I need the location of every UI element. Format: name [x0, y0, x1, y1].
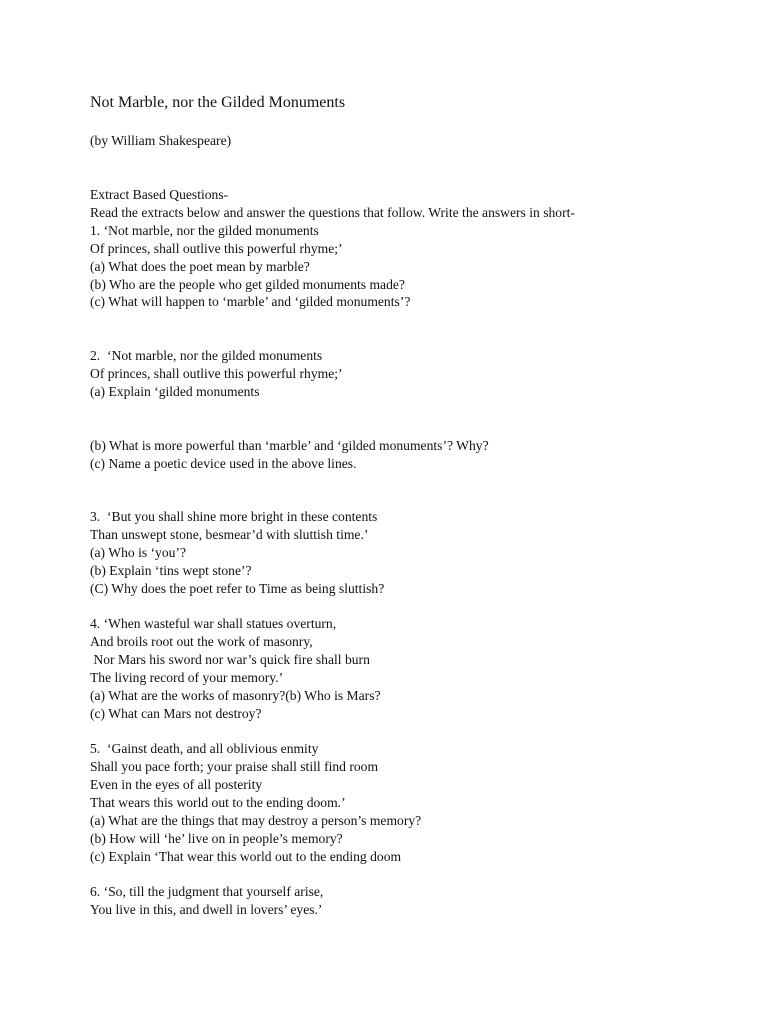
q3-extract-line-2: Than unswept stone, besmear’d with sluttish time.’ — [90, 527, 369, 542]
q1-question-b: (b) Who are the people who get gilded monuments made? — [90, 277, 405, 292]
q3-question-b: (b) Explain ‘tins wept stone’? — [90, 563, 252, 578]
q2-question-a: (a) Explain ‘gilded monuments — [90, 384, 260, 399]
section-heading: Extract Based Questions- — [90, 187, 229, 202]
q1-extract-line-1: 1. ‘Not marble, nor the gilded monuments — [90, 223, 319, 238]
q5-question-a: (a) What are the things that may destroy a person’s memory? — [90, 813, 422, 828]
author-line: (by William Shakespeare) — [90, 133, 232, 148]
q2-question-c: (c) Name a poetic device used in the above lines. — [90, 456, 357, 471]
q5-extract-line-2: Shall you pace forth; your praise shall still find room — [90, 759, 379, 774]
q2-extract-line-2: Of princes, shall outlive this powerful rhyme;’ — [90, 366, 343, 381]
q5-extract-line-4: That wears this world out to the ending doom.’ — [90, 795, 346, 810]
q6-extract-line-2: You live in this, and dwell in lovers’ eyes.’ — [90, 902, 323, 917]
q1-question-a: (a) What does the poet mean by marble? — [90, 259, 310, 274]
document-page — [90, 0, 750, 1024]
q5-question-c: (c) Explain ‘That wear this world out to the ending doom — [90, 849, 402, 864]
instructions: Read the extracts below and answer the questions that follow. Write the answers in short- — [90, 205, 575, 220]
q3-question-c: (C) Why does the poet refer to Time as being sluttish? — [90, 581, 385, 596]
q1-question-c: (c) What will happen to ‘marble’ and ‘gilded monuments’? — [90, 294, 411, 309]
q2-question-b: (b) What is more powerful than ‘marble’ and ‘gilded monuments’? Why? — [90, 438, 489, 453]
q5-extract-line-3: Even in the eyes of all posterity — [90, 777, 263, 792]
q4-extract-line-2: And broils root out the work of masonry, — [90, 634, 313, 649]
q1-extract-line-2: Of princes, shall outlive this powerful rhyme;’ — [90, 241, 343, 256]
q4-question-a-b: (a) What are the works of masonry?(b) Who is Mars? — [90, 688, 381, 703]
q2-extract-line-1: 2. ‘Not marble, nor the gilded monuments — [90, 348, 323, 363]
q3-question-a: (a) Who is ‘you’? — [90, 545, 187, 560]
q4-extract-line-3: Nor Mars his sword nor war’s quick fire shall burn — [90, 652, 370, 667]
q4-extract-line-4: The living record of your memory.’ — [90, 670, 284, 685]
q6-extract-line-1: 6. ‘So, till the judgment that yourself arise, — [90, 884, 324, 899]
q3-extract-line-1: 3. ‘But you shall shine more bright in these contents — [90, 509, 378, 524]
q5-question-b: (b) How will ‘he’ live on in people’s memory? — [90, 831, 343, 846]
q4-extract-line-1: 4. ‘When wasteful war shall statues overturn, — [90, 616, 337, 631]
q4-question-c: (c) What can Mars not destroy? — [90, 706, 262, 721]
document-title: Not Marble, nor the Gilded Monuments — [90, 94, 346, 111]
q5-extract-line-1: 5. ‘Gainst death, and all oblivious enmity — [90, 741, 319, 756]
